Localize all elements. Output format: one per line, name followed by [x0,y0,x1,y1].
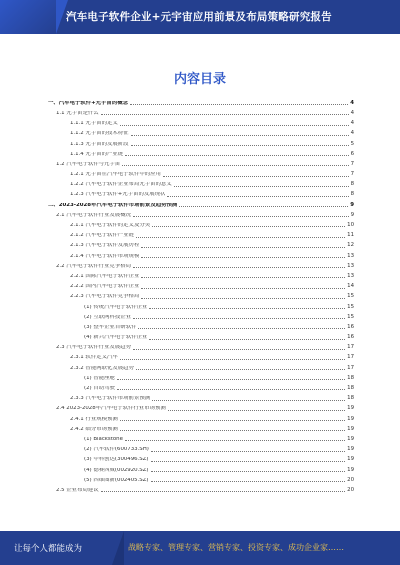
toc-dot-leader [117,379,345,380]
toc-entry[interactable] [48,320,354,330]
toc-entry-page: 19 [347,456,354,463]
toc-dot-leader [120,430,345,431]
toc-entry[interactable] [48,259,354,269]
toc-entry[interactable] [48,412,354,422]
toc-entry[interactable] [48,198,354,208]
footer-bar [0,531,400,565]
toc-entry[interactable] [48,351,354,361]
toc-entry-title: 2.4.1 行业规模预测 [70,416,118,422]
toc-entry-page: 7 [350,171,354,178]
toc-entry[interactable] [48,473,354,483]
toc-dot-leader [133,318,345,319]
toc-entry-title: (1) 传统汽车电子软件企业 [84,304,148,310]
toc-entry-title: (3) 中科创达(300496.SZ) [84,457,149,463]
toc-dot-leader [136,237,345,238]
toc-dot-leader [151,471,346,472]
toc-dot-leader [130,104,348,105]
toc-entry[interactable] [48,178,354,188]
toc-dot-leader [141,257,345,258]
toc-entry-title: 2.2.3 汽车电子软件竞争格局 [70,294,140,300]
toc-entry-title: 1.2.2 汽车电子软件企业布局元宇宙的意义 [70,182,172,188]
toc-entry-page: 4 [350,109,354,116]
toc-entry[interactable] [48,106,354,116]
toc-entry[interactable] [48,228,354,238]
toc-entry[interactable] [48,147,354,157]
toc-entry-page: 19 [347,425,354,432]
toc-entry-page: 7 [350,160,354,167]
toc-entry-page: 17 [347,364,354,371]
toc-dot-leader [149,339,345,340]
toc-dot-leader [151,451,345,452]
toc-dot-leader [101,114,349,115]
toc-entry-title: 1.1 元宇宙是什么 [56,110,99,116]
toc-entry[interactable] [48,361,354,371]
toc-entry-title: 2.1.4 汽车电子软件市场规模 [70,253,140,259]
footer-slogan-tags: 战略专家、管理专家、营销专家、投资专家、成功企业家…… [128,543,344,552]
toc-entry[interactable] [48,381,354,391]
toc-entry-page: 14 [347,283,354,290]
toc-entry-page: 16 [347,323,354,330]
toc-entry-page: 19 [347,415,354,422]
footer-slogan-lead: 让每个人都能成为 [14,544,83,554]
toc-dot-leader [163,176,349,177]
toc-entry-title: 1.2 汽车电子软件与元宇宙 [56,161,121,167]
toc-entry-title: 2.3.1 软件定义汽车 [70,355,118,361]
toc-entry-page: 20 [347,476,354,483]
toc-dot-leader [131,135,349,136]
toc-dot-leader [131,145,349,146]
report-header-bar [0,0,400,34]
toc-entry[interactable] [48,137,354,147]
toc-entry-page: 9 [350,201,354,208]
toc-entry-page: 11 [347,232,354,239]
toc-entry-title: (2) 自动驾驶 [84,386,115,392]
toc-entry[interactable] [48,116,354,126]
toc-dot-leader [136,369,345,370]
toc-entry-title: (2) 互联网科技企业 [84,314,132,320]
toc-entry-page: 15 [347,303,354,310]
toc-entry[interactable] [48,453,354,463]
toc-entry-page: 8 [350,191,354,198]
toc-entry-page: 13 [347,262,354,269]
toc-entry-title: 2.2 汽车电子软件行业竞争格局 [56,263,131,269]
header-accent-shape [0,0,56,34]
toc-entry-title: 1.1.4 元宇宙的产业链 [70,151,124,157]
toc-dot-leader [125,155,348,156]
toc-dot-leader [138,328,345,329]
toc-entry-title: (1) Blackstone [84,436,123,442]
toc-entry[interactable] [48,300,354,310]
toc-entry-title: 2.3.3 汽车电子软件市场前景预测 [70,396,151,402]
toc-dot-leader [125,440,345,441]
footer-divider-shape [112,531,124,565]
toc-entry[interactable] [48,167,354,177]
toc-entry[interactable] [48,463,354,473]
toc-entry-page: 15 [347,293,354,300]
toc-entry[interactable] [48,432,354,442]
toc-dot-leader [152,400,345,401]
toc-entry-page: 6 [350,150,354,157]
toc-entry-page: 9 [350,211,354,218]
toc-entry-title: (4) 新兴汽车电子软件企业 [84,335,148,341]
toc-entry-title: 1.1.3 元宇宙的发展阶段 [70,141,129,147]
toc-entry-page: 15 [347,313,354,320]
toc-entry[interactable] [48,442,354,452]
toc-dot-leader [149,308,345,309]
toc-entry-title: 1.2.3 汽车电子软件+元宇宙的发展现状 [70,192,166,198]
toc-entry[interactable] [48,290,354,300]
toc-entry[interactable] [48,208,354,218]
toc-entry[interactable] [48,341,354,351]
toc-entry-page: 4 [350,130,354,137]
toc-entry-title: 2.1.1 汽车电子软件的定义及分类 [70,223,151,229]
toc-entry[interactable] [48,279,354,289]
toc-entry[interactable] [48,127,354,137]
toc-entry-title: 2.3.2 智能网联化发展趋势 [70,365,134,371]
toc-dot-leader [141,298,345,299]
toc-entry-page: 12 [347,242,354,249]
report-title: 汽车电子软件企业+元宇宙应用前景及布局策略研究报告 [66,11,332,23]
toc-entry-page: 19 [347,435,354,442]
toc-entry[interactable] [48,157,354,167]
toc-dot-leader [133,349,345,350]
toc-entry-page: 19 [347,405,354,412]
toc-entry[interactable] [48,269,354,279]
toc-entry[interactable] [48,422,354,432]
table-of-contents [48,96,354,493]
toc-dot-leader [122,165,348,166]
toc-entry-page: 19 [347,466,354,473]
toc-dot-leader [133,267,345,268]
toc-entry-title: 2.1.2 汽车电子软件产业链 [70,233,134,239]
toc-entry[interactable] [48,371,354,381]
toc-dot-leader [152,226,345,227]
toc-dot-leader [117,389,345,390]
toc-entry-title: 一、汽车电子软件+元宇宙的概念 [48,100,128,106]
toc-dot-leader [120,420,345,421]
toc-entry[interactable] [48,402,354,412]
toc-entry-title: 二、2023-2028年汽车电子软件市场前景及趋势预测 [48,202,178,208]
toc-entry-page: 13 [347,272,354,279]
toc-dot-leader [179,206,348,207]
toc-entry-page: 18 [347,374,354,381]
toc-entry-title: (1) 智能座舱 [84,375,115,381]
toc-entry-title: 2.1 汽车电子软件行业发展概况 [56,212,131,218]
toc-entry-title: 1.1.2 元宇宙的技术特征 [70,131,129,137]
toc-entry-title: (3) 整车企业自研软件 [84,324,137,330]
toc-entry[interactable] [48,330,354,340]
toc-dot-leader [168,410,345,411]
toc-entry[interactable] [48,239,354,249]
toc-entry[interactable] [48,218,354,228]
toc-entry-page: 19 [347,446,354,453]
toc-entry-page: 18 [347,385,354,392]
toc-entry-page: 17 [347,344,354,351]
toc-entry-page: 16 [347,334,354,341]
toc-heading: 内容目录 [173,72,226,87]
toc-entry-title: (4) 德赛西威(002920.SZ) [84,467,149,473]
toc-entry-page: 8 [350,181,354,188]
toc-entry[interactable] [48,188,354,198]
toc-dot-leader [141,277,345,278]
toc-entry[interactable] [48,249,354,259]
toc-entry[interactable] [48,310,354,320]
toc-dot-leader [101,491,346,492]
toc-dot-leader [141,247,345,248]
toc-entry-page: 18 [347,395,354,402]
toc-entry-title: (2) 汽车软件(600733.SH) [84,447,149,453]
toc-entry-title: 2.2.2 国内汽车电子软件企业 [70,284,140,290]
toc-entry-title: 1.1.1 元宇宙的定义 [70,121,118,127]
toc-entry-page: 4 [350,99,354,106]
toc-dot-leader [120,359,345,360]
toc-entry-page: 5 [350,140,354,147]
toc-entry-title: 2.4.2 细分市场预测 [70,426,118,432]
toc-entry-title: 2.1.3 汽车电子软件发展历程 [70,243,140,249]
toc-dot-leader [120,125,349,126]
toc-dot-leader [141,288,345,289]
toc-entry[interactable] [48,391,354,401]
toc-entry-page: 13 [347,252,354,259]
toc-entry-title: 2.3 汽车电子软件行业发展趋势 [56,345,131,351]
toc-dot-leader [133,216,349,217]
toc-dot-leader [174,186,349,187]
toc-entry-page: 4 [350,120,354,127]
toc-entry[interactable] [48,483,354,493]
toc-entry-title: 2.2.1 国际汽车电子软件企业 [70,273,140,279]
toc-entry-title: (5) 四维图新(002405.SZ) [84,477,149,483]
toc-dot-leader [167,196,348,197]
toc-entry-title: 1.2.1 元宇宙在汽车电子软件中的应用 [70,172,161,178]
toc-dot-leader [151,461,346,462]
toc-entry-title: 2.4 2023-2028年汽车电子软件行业市场预测 [56,406,166,412]
toc-entry-page: 17 [347,354,354,361]
toc-entry-title: 2.5 企业布局建议 [56,487,99,493]
toc-entry[interactable] [48,96,354,106]
toc-entry-page: 20 [347,486,354,493]
toc-entry-page: 10 [347,222,354,229]
toc-dot-leader [151,481,346,482]
